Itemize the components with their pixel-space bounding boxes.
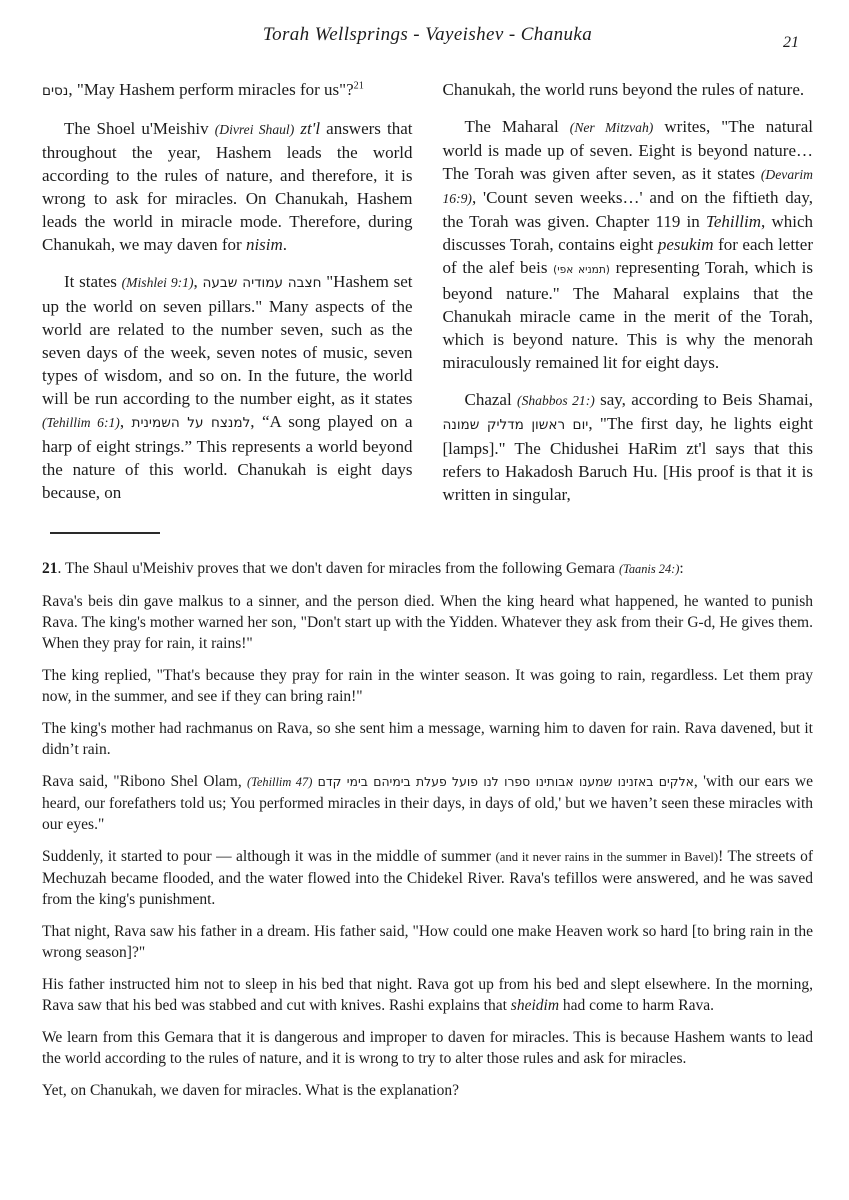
paragraph [42,270,413,504]
text-segment: (Taanis 24:) [618,562,680,576]
page-title: Torah Wellsprings - Vayeishev - Chanuka [262,24,593,45]
text-segment: The king replied, "That's because they pray for rain in the winter season. It was going to rain, regardless. Let them pray now, in the summer, and see if they can bring rain!" [42,667,813,705]
footnote-section [42,558,813,1101]
text-segment: The Shoel u'Meishiv [64,119,215,138]
paragraph [42,771,813,835]
text-segment: , “A song played on a harp of eight strings.” This represents a world beyond the nature of this world. Chanukah is eight days because, on [42,412,413,502]
paragraph [443,115,814,374]
text-segment: Yet, on Chanukah, we daven for miracles. What is the explanation? [42,1082,459,1099]
text-segment: . [282,235,288,254]
text-segment: nisim [245,235,283,254]
paragraph [42,78,413,103]
text-segment: (Tehillim 6:1) [42,415,120,430]
paragraph [42,665,813,707]
paragraph [42,1080,813,1101]
paragraph [443,388,814,506]
text-segment: "Hashem set up the world on seven pillars." Many aspects of the world are related to the number seven, such as the seven days of the week, seven notes of music, seven types of wisdom, and so on. In the future, the world will be run according to the number eight, as it states [42,272,413,408]
text-segment: (Mishlei 9:1) [121,275,194,290]
text-segment: (Shabbos 21:) [517,393,595,408]
text-segment: His father instructed him not to sleep in his bed that night. Rava got up from his bed and slept elsewhere. In the morning, Rava saw that his bed was stabbed and cut with knives. Rashi explains that [42,976,813,1014]
text-segment: Rava's beis din gave malkus to a sinner, and the person died. When the king heard what happened, he wanted to punish Rava. The king's mother warned her son, "Don't start up with the Yidden. Whatever they ask from their G-d, He gives them. When they pray for rain, it rains!" [42,593,813,652]
paragraph [42,974,813,1016]
hebrew-text: נסים [42,83,69,99]
text-segment: It states [64,272,122,291]
main-text [42,78,813,520]
page-header [42,24,813,54]
footnote-reference: 21 [353,80,364,92]
text-segment: say, according to Beis Shamai, [594,390,813,409]
hebrew-text: (תמניא אפי) [553,264,610,276]
text-segment: had come to harm Rava. [559,997,714,1014]
paragraph [42,921,813,963]
column-right [443,78,814,520]
column-left [42,78,413,520]
text-segment: (Ner Mitzvah) [569,120,654,135]
text-segment: Tehillim [705,212,762,231]
hebrew-text: יום ראשון מדליק שמונה [442,417,589,433]
text-segment: (Tehillim 47) [247,775,313,789]
text-segment: That night, Rava saw his father in a dream. His father said, "How could one make Heaven work so hard [to bring rain in the wrong season]?" [42,923,813,961]
hebrew-text: חצבה עמודיה שבעה [202,275,322,291]
hebrew-text: למנצח על השמינית [131,415,251,431]
text-segment: sheidim [510,997,560,1014]
text-segment: , which discusses Torah, contains eight [442,212,813,254]
text-segment: Chazal [464,390,518,409]
text-segment: Chanukah, the world runs beyond the rules of nature. [442,80,805,99]
page-number: 21 [783,34,799,51]
footnote-separator [50,532,160,534]
text-segment: Rava said, "Ribono Shel Olam, [42,773,247,790]
text-segment: (Divrei Shaul) [214,122,295,137]
text-segment: : [679,560,684,577]
hebrew-text: אלקים באזנינו שמענו אבותינו ספרו לנו פועל פעלת בימיהם בימי קדם [317,774,694,789]
text-segment: , [119,412,132,431]
text-segment: 21 [42,560,58,577]
text-segment: , "May Hashem perform miracles for us"? [68,80,354,99]
text-segment: ! The streets of Mechuzah became flooded, and the water flowed into the Chidekel River. Rava's tefillos were answered, and he was saved from the king's punishment. [42,848,814,908]
text-segment: (Devarim 16:9) [442,167,813,206]
text-segment: The king's mother had rachmanus on Rava, so she sent him a message, warning him to daven for rain. Rava davened, but it didn’t rain. [42,720,813,758]
text-segment: zt'l [300,119,321,138]
text-segment: representing Torah, which is beyond nature." The Maharal explains that the Chanukah miracle came in the merit of the Torah, which is beyond nature. This is why the menorah miraculously remained lit for eight days. [442,258,813,372]
text-segment: , "The first day, he lights eight [lamps]." The Chidushei HaRim zt'l says that this refers to Hakadosh Baruch Hu. [His proof is that it is written in singular, [442,414,813,504]
text-segment: , 'with our ears we heard, our forefathers told us; You performed miracles in their days, in days of old,' but we haven’t seen these miracles with our eyes." [42,773,814,833]
paragraph [42,718,813,760]
text-segment: We learn from this Gemara that it is dangerous and improper to daven for miracles. This is because Hashem wants to lead the world according to the rules of nature, and it is wrong to try to alter those rules and ask for miracles. [42,1029,813,1067]
paragraph [42,591,813,654]
text-segment: Suddenly, it started to pour — although it was in the middle of summer [42,848,496,865]
paragraph [443,78,814,101]
text-segment: for each letter of the alef beis [442,235,813,277]
text-segment: , 'Count seven weeks…' and on the fiftieth day, the Torah was given. Chapter 119 in [442,188,813,231]
text-segment: The Maharal [464,117,570,136]
text-segment: , [193,272,203,291]
text-segment: . The Shaul u'Meishiv proves that we don't daven for miracles from the following Gemara [57,560,619,577]
footnote-heading [42,558,813,580]
text-segment: pesukim [657,235,714,254]
paragraph [42,846,813,910]
paragraph [42,1027,813,1069]
text-segment: writes, "The natural world is made up of seven. Eight is beyond nature… The Torah was given after seven, as it states [442,117,813,183]
text-segment: (and it never rains in the summer in Bavel) [495,850,719,864]
text-segment: answers that throughout the year, Hashem leads the world according to the rules of nature, and therefore, it is wrong to ask for miracles. On Chanukah, Hashem leads the world in miracle mode. Therefore, during Chanukah, we may daven for [42,119,413,254]
paragraph [42,117,413,256]
